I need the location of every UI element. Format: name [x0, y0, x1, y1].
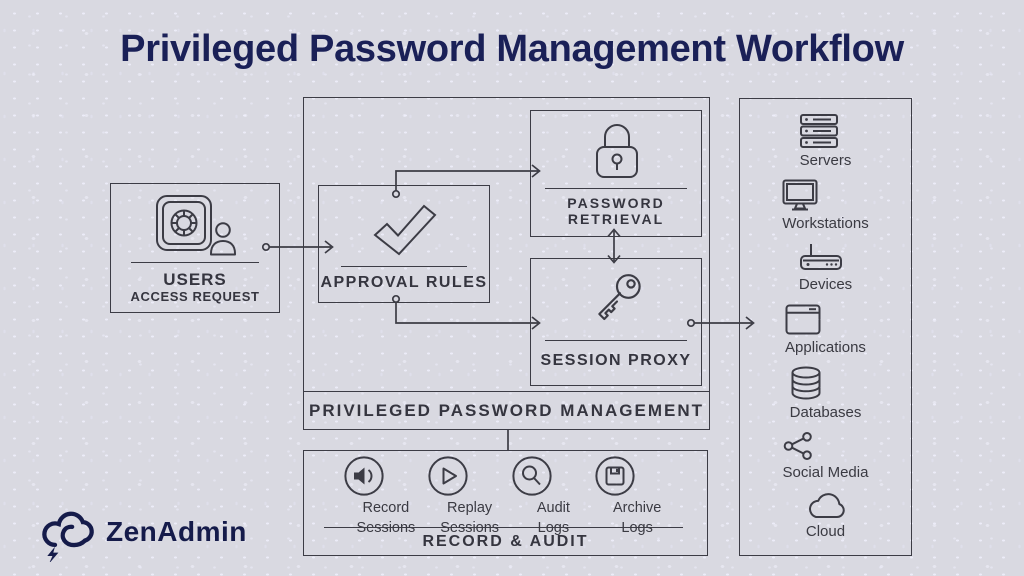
browser-window-icon [785, 304, 866, 335]
users-access-request-box [110, 183, 280, 313]
cloud-icon [805, 491, 847, 519]
approval-rules-box [318, 185, 490, 303]
users-separator [131, 262, 259, 263]
record-audit-separator [324, 527, 683, 528]
workstation-icon [782, 179, 868, 211]
target-applications-label: Applications [785, 338, 866, 356]
cloud-lightning-logo-icon [36, 502, 98, 562]
target-databases [790, 366, 862, 421]
record-audit-label: RECORD & AUDIT [422, 533, 589, 550]
targets-box [739, 98, 912, 556]
target-databases-label: Databases [789, 404, 862, 422]
target-servers-label: Servers [799, 151, 852, 169]
target-servers [800, 114, 852, 169]
key-icon [589, 271, 645, 329]
archive-logs-item [595, 456, 679, 536]
record-sessions-label-line1: Record [362, 500, 410, 516]
ppm-label-band [304, 391, 709, 429]
archive-logs-label-line1: Archive [612, 500, 662, 516]
router-icon [799, 243, 852, 272]
target-social-media [783, 432, 869, 481]
target-workstations [782, 179, 868, 232]
target-cloud-label: Cloud [805, 523, 846, 541]
password-separator [545, 188, 687, 189]
audit-logs-item [512, 456, 596, 536]
record-audit-box [303, 450, 708, 556]
brand-logo [36, 502, 247, 562]
password-label-line1: PASSWORD [567, 195, 665, 211]
session-separator [545, 340, 687, 341]
approval-rules-label: APPROVAL RULES [320, 274, 488, 291]
approval-separator [341, 266, 467, 267]
target-social-media-label: Social Media [782, 463, 869, 481]
share-icon [783, 432, 869, 460]
users-label: USERS [163, 270, 227, 289]
session-proxy-label: SESSION PROXY [540, 352, 692, 369]
speaker-icon [344, 456, 428, 496]
ppm-label: PRIVILEGED PASSWORD MANAGEMENT [309, 400, 704, 420]
target-applications [785, 304, 866, 356]
padlock-icon [594, 119, 640, 181]
play-icon [428, 456, 512, 496]
password-retrieval-box [530, 110, 702, 237]
replay-sessions-label-line2: Sessions [440, 520, 500, 536]
magnifier-icon [512, 456, 596, 496]
user-icon [209, 222, 237, 256]
target-devices-label: Devices [798, 275, 853, 293]
record-audit-items [344, 456, 679, 536]
servers-icon [800, 114, 852, 148]
target-devices [799, 243, 852, 293]
checkmark-icon [373, 204, 437, 256]
record-sessions-label-line2: Sessions [356, 520, 416, 536]
replay-sessions-item [428, 456, 512, 536]
brand-name: ZenAdmin [106, 516, 247, 547]
access-request-label: ACCESS REQUEST [130, 289, 260, 304]
database-icon [790, 366, 862, 400]
record-sessions-item [344, 456, 428, 536]
safe-icon [155, 194, 213, 252]
password-label-line2: RETRIEVAL [567, 211, 665, 227]
replay-sessions-label-line1: Replay [447, 500, 493, 516]
archive-logs-label-line2: Logs [621, 520, 653, 536]
audit-logs-label-line1: Audit [536, 500, 570, 516]
page-title: Privileged Password Management Workflow [120, 28, 904, 70]
session-proxy-box [530, 258, 702, 386]
audit-logs-label-line2: Logs [537, 520, 570, 536]
target-cloud [805, 491, 847, 540]
target-workstations-label: Workstations [782, 215, 869, 233]
floppy-disk-icon [595, 456, 679, 496]
